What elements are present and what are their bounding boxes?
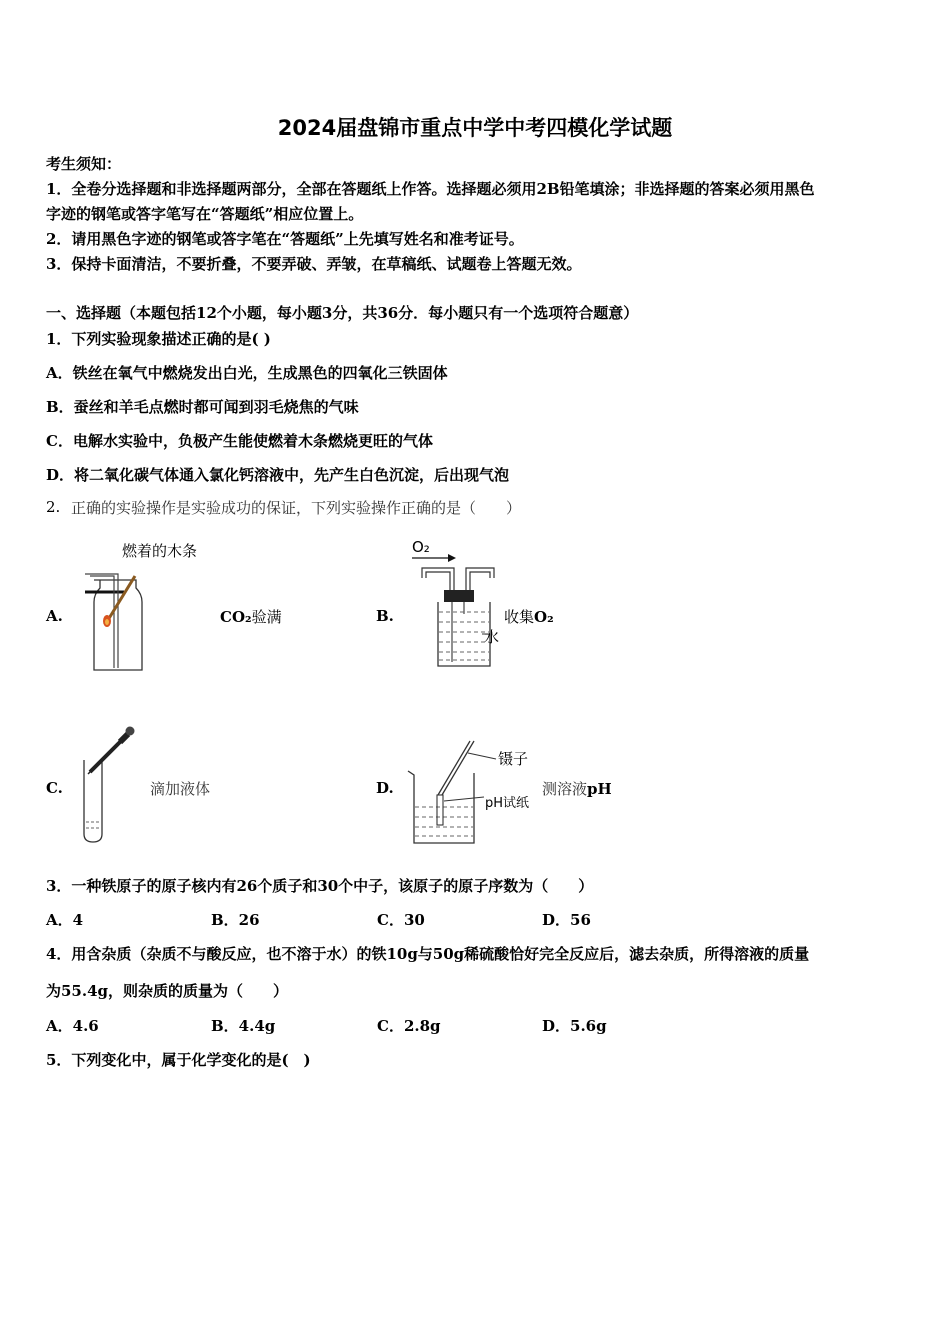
q2-d-caption-ph: pH: [587, 780, 612, 798]
q3-stem: 3．一种铁原子的原子核内有26个质子和30个中子，该原子的原子序数为（ ）: [46, 877, 594, 895]
q2-d-fig-tweezers: 镊子: [498, 750, 529, 768]
q2-b-letter: B.: [376, 607, 394, 625]
q1-option-b: B．蚕丝和羊毛点燃时都可闻到羽毛烧焦的气味: [46, 398, 359, 416]
q4-option-b: B．4.4g: [211, 1017, 276, 1035]
q2-number: 2.: [46, 498, 61, 516]
q4-option-d: D．5.6g: [542, 1017, 607, 1035]
q4-stem-line-2: 为55.4g，则杂质的质量为（ ）: [46, 982, 289, 1000]
q2-b-caption-text: 收集: [504, 608, 535, 626]
q5-stem: 5．下列变化中，属于化学变化的是( ): [46, 1051, 311, 1069]
notice-line-3: 3．保持卡面清洁，不要折叠，不要弄破、弄皱，在草稿纸、试题卷上答题无效。: [46, 255, 582, 273]
q2-a-caption: [220, 606, 282, 627]
q3-option-c: C．30: [377, 911, 425, 929]
q2-a-caption-text: 验满: [251, 608, 282, 626]
q2-a-fig-label: 燃着的木条: [122, 542, 198, 560]
q2-a-caption-formula: CO₂: [220, 608, 252, 626]
gas-collection-bottle-figure: [408, 550, 518, 675]
q2-b-fig-o2: O₂: [412, 538, 430, 556]
dropper-test-tube-figure: [78, 722, 148, 850]
q2-b-caption-formula: O₂: [534, 608, 554, 626]
q3-option-a: A．4: [46, 911, 84, 929]
q2-b-fig-water: 水: [484, 628, 500, 646]
q1-option-d: D．将二氧化碳气体通入氯化钙溶液中，先产生白色沉淀，后出现气泡: [46, 466, 510, 484]
q2-d-letter: D.: [376, 779, 394, 797]
q2-stem: 正确的实验操作是实验成功的保证，下列实验操作正确的是（ ）: [71, 499, 522, 517]
section-heading: 一、选择题（本题包括12个小题，每小题3分，共36分．每小题只有一个选项符合题意）: [46, 304, 639, 322]
notice-heading: 考生须知：: [46, 155, 122, 173]
notice-line-1b: 字迹的钢笔或答字笔写在“答题纸”相应位置上。: [46, 205, 364, 223]
q1-stem: 1．下列实验现象描述正确的是( ): [46, 330, 271, 348]
q4-stem-line-1: 4．用含杂质（杂质不与酸反应，也不溶于水）的铁10g与50g稀硫酸恰好完全反应后，滤去杂质，所得溶液的质量: [46, 945, 810, 963]
q4-option-a: A．4.6: [46, 1017, 99, 1035]
q1-option-c: C．电解水实验中，负极产生能使燃着木条燃烧更旺的气体: [46, 432, 433, 450]
q2-d-caption: [542, 778, 612, 799]
q2-c-letter: C.: [46, 779, 63, 797]
notice-line-2: 2．请用黑色字迹的钢笔或答字笔在“答题纸”上先填写姓名和准考证号。: [46, 230, 524, 248]
q2-d-caption-text: 测溶液: [542, 780, 588, 798]
q4-option-c: C．2.8g: [377, 1017, 441, 1035]
q3-option-b: B．26: [211, 911, 260, 929]
q2-c-caption: 滴加液体: [150, 780, 211, 798]
q2-d-fig-paper: pH试纸: [485, 796, 530, 811]
q1-option-a: A．铁丝在氧气中燃烧发出白光，生成黑色的四氧化三铁固体: [46, 364, 448, 382]
q2-a-letter: A.: [46, 607, 63, 625]
page-title: 2024届盘锦市重点中学中考四模化学试题: [277, 116, 673, 140]
notice-line-1a: 1．全卷分选择题和非选择题两部分，全部在答题纸上作答。选择题必须用2B铅笔填涂；非选择题的答案必须用黑色: [46, 180, 815, 198]
q3-option-d: D．56: [542, 911, 591, 929]
co2-test-bottle-figure: [80, 560, 160, 675]
q2-b-caption: [504, 606, 554, 627]
